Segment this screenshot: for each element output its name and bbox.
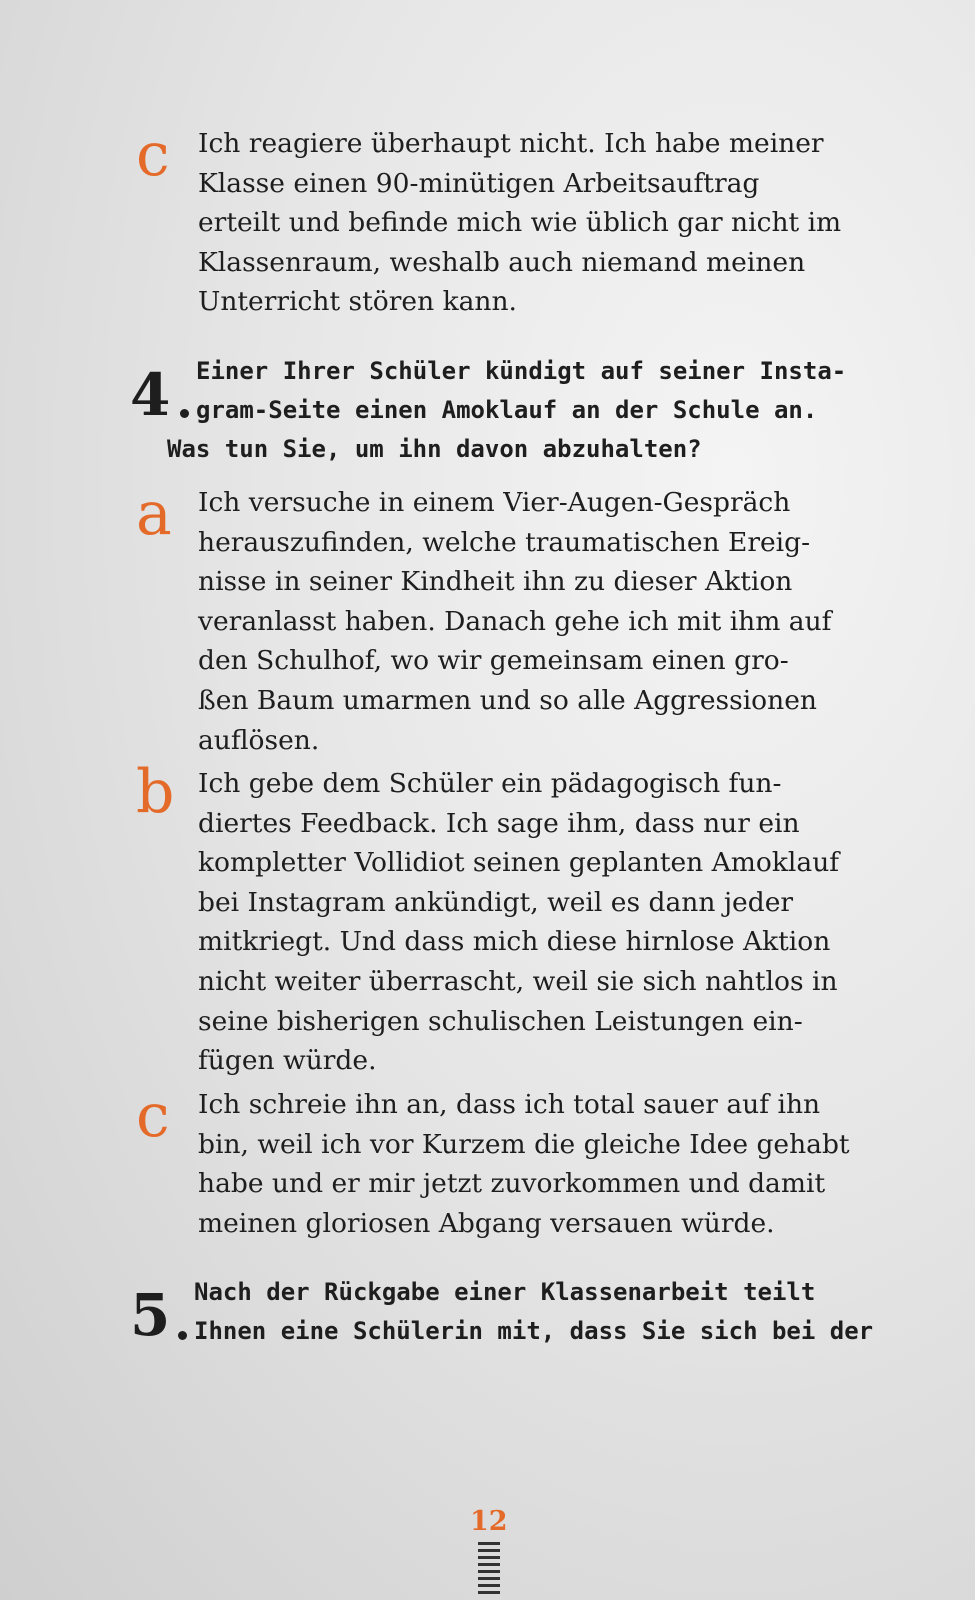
question-number-4: 4 <box>130 361 171 429</box>
question-text: Was tun Sie, um ihn davon abzuhalten? <box>167 435 702 463</box>
text-line: Ich schreie ihn an, dass ich total sauer auf ihn <box>198 1089 821 1120</box>
answer-a-text <box>198 483 848 760</box>
answer-letter-c-top: c <box>136 120 170 190</box>
text-line: bin, weil ich vor Kurzem die gleiche Idee gehabt <box>198 1128 850 1160</box>
text-line: erteilt und befinde mich wie üblich gar nicht im <box>198 207 842 239</box>
text-line: Klassenraum, weshalb auch niemand meinen <box>198 246 806 278</box>
answer-letter-a: a <box>136 479 172 549</box>
question-4-line-2 <box>196 390 817 430</box>
text-line: nicht weiter überrascht, weil sie sich nahtlos in <box>198 965 838 997</box>
text-line: veranlasst haben. Danach gehe ich mit ihm auf <box>198 605 832 637</box>
text-line: den Schulhof, wo wir gemeinsam einen gro- <box>198 645 789 677</box>
page-number-tick-marks <box>478 1542 500 1598</box>
question-5-line-2 <box>194 1311 873 1351</box>
text-line: kompletter Vollidiot seinen geplanten Amoklauf <box>198 847 840 879</box>
question-4-line-1 <box>196 351 846 391</box>
text-line: Unterricht stören kann. <box>198 286 517 318</box>
question-number-dot <box>180 409 189 418</box>
question-number-dot <box>178 1331 187 1340</box>
text-line: Ich gebe dem Schüler ein pädagogisch fun- <box>198 768 782 799</box>
question-text: Einer Ihrer Schüler kündigt auf seiner Insta- <box>196 357 847 385</box>
text-line: seine bisherigen schulischen Leistungen ein- <box>198 1005 803 1037</box>
text-line: mitkriegt. Und dass mich diese hirnlose Aktion <box>198 926 831 958</box>
answer-letter-c-bottom: c <box>136 1081 170 1151</box>
text-line: meinen gloriosen Abgang versauen würde. <box>198 1207 775 1239</box>
text-line: Ich reagiere überhaupt nicht. Ich habe meiner <box>198 128 824 159</box>
question-5-line-1 <box>194 1272 815 1312</box>
question-4-line-3 <box>167 429 702 469</box>
answer-c-top-text <box>198 124 848 322</box>
question-text: Ihnen eine Schülerin mit, dass Sie sich bei der <box>194 1317 874 1345</box>
text-line: nisse in seiner Kindheit ihn zu dieser Aktion <box>198 566 793 598</box>
page-number: 12 <box>470 1506 508 1537</box>
text-line: diertes Feedback. Ich sage ihm, dass nur ein <box>198 807 800 839</box>
question-text: Nach der Rückgabe einer Klassenarbeit teilt <box>194 1278 816 1306</box>
text-line: ßen Baum umarmen und so alle Aggressionen <box>198 684 817 716</box>
text-line: auflösen. <box>198 724 320 756</box>
text-line: herauszufinden, welche traumatischen Ereig- <box>198 526 811 558</box>
answer-letter-b: b <box>136 757 175 827</box>
text-line: fügen würde. <box>198 1045 377 1077</box>
text-line: Klasse einen 90-minütigen Arbeitsauftrag <box>198 167 760 199</box>
text-line: bei Instagram ankündigt, weil es dann jeder <box>198 886 794 918</box>
answer-b-text <box>198 764 848 1081</box>
text-line: Ich versuche in einem Vier-Augen-Gespräch <box>198 487 791 518</box>
text-line: habe und er mir jetzt zuvorkommen und damit <box>198 1168 826 1200</box>
answer-c-bottom-text <box>198 1085 848 1243</box>
question-number-5: 5 <box>130 1281 171 1349</box>
question-text: gram-Seite einen Amoklauf an der Schule an. <box>196 396 818 424</box>
